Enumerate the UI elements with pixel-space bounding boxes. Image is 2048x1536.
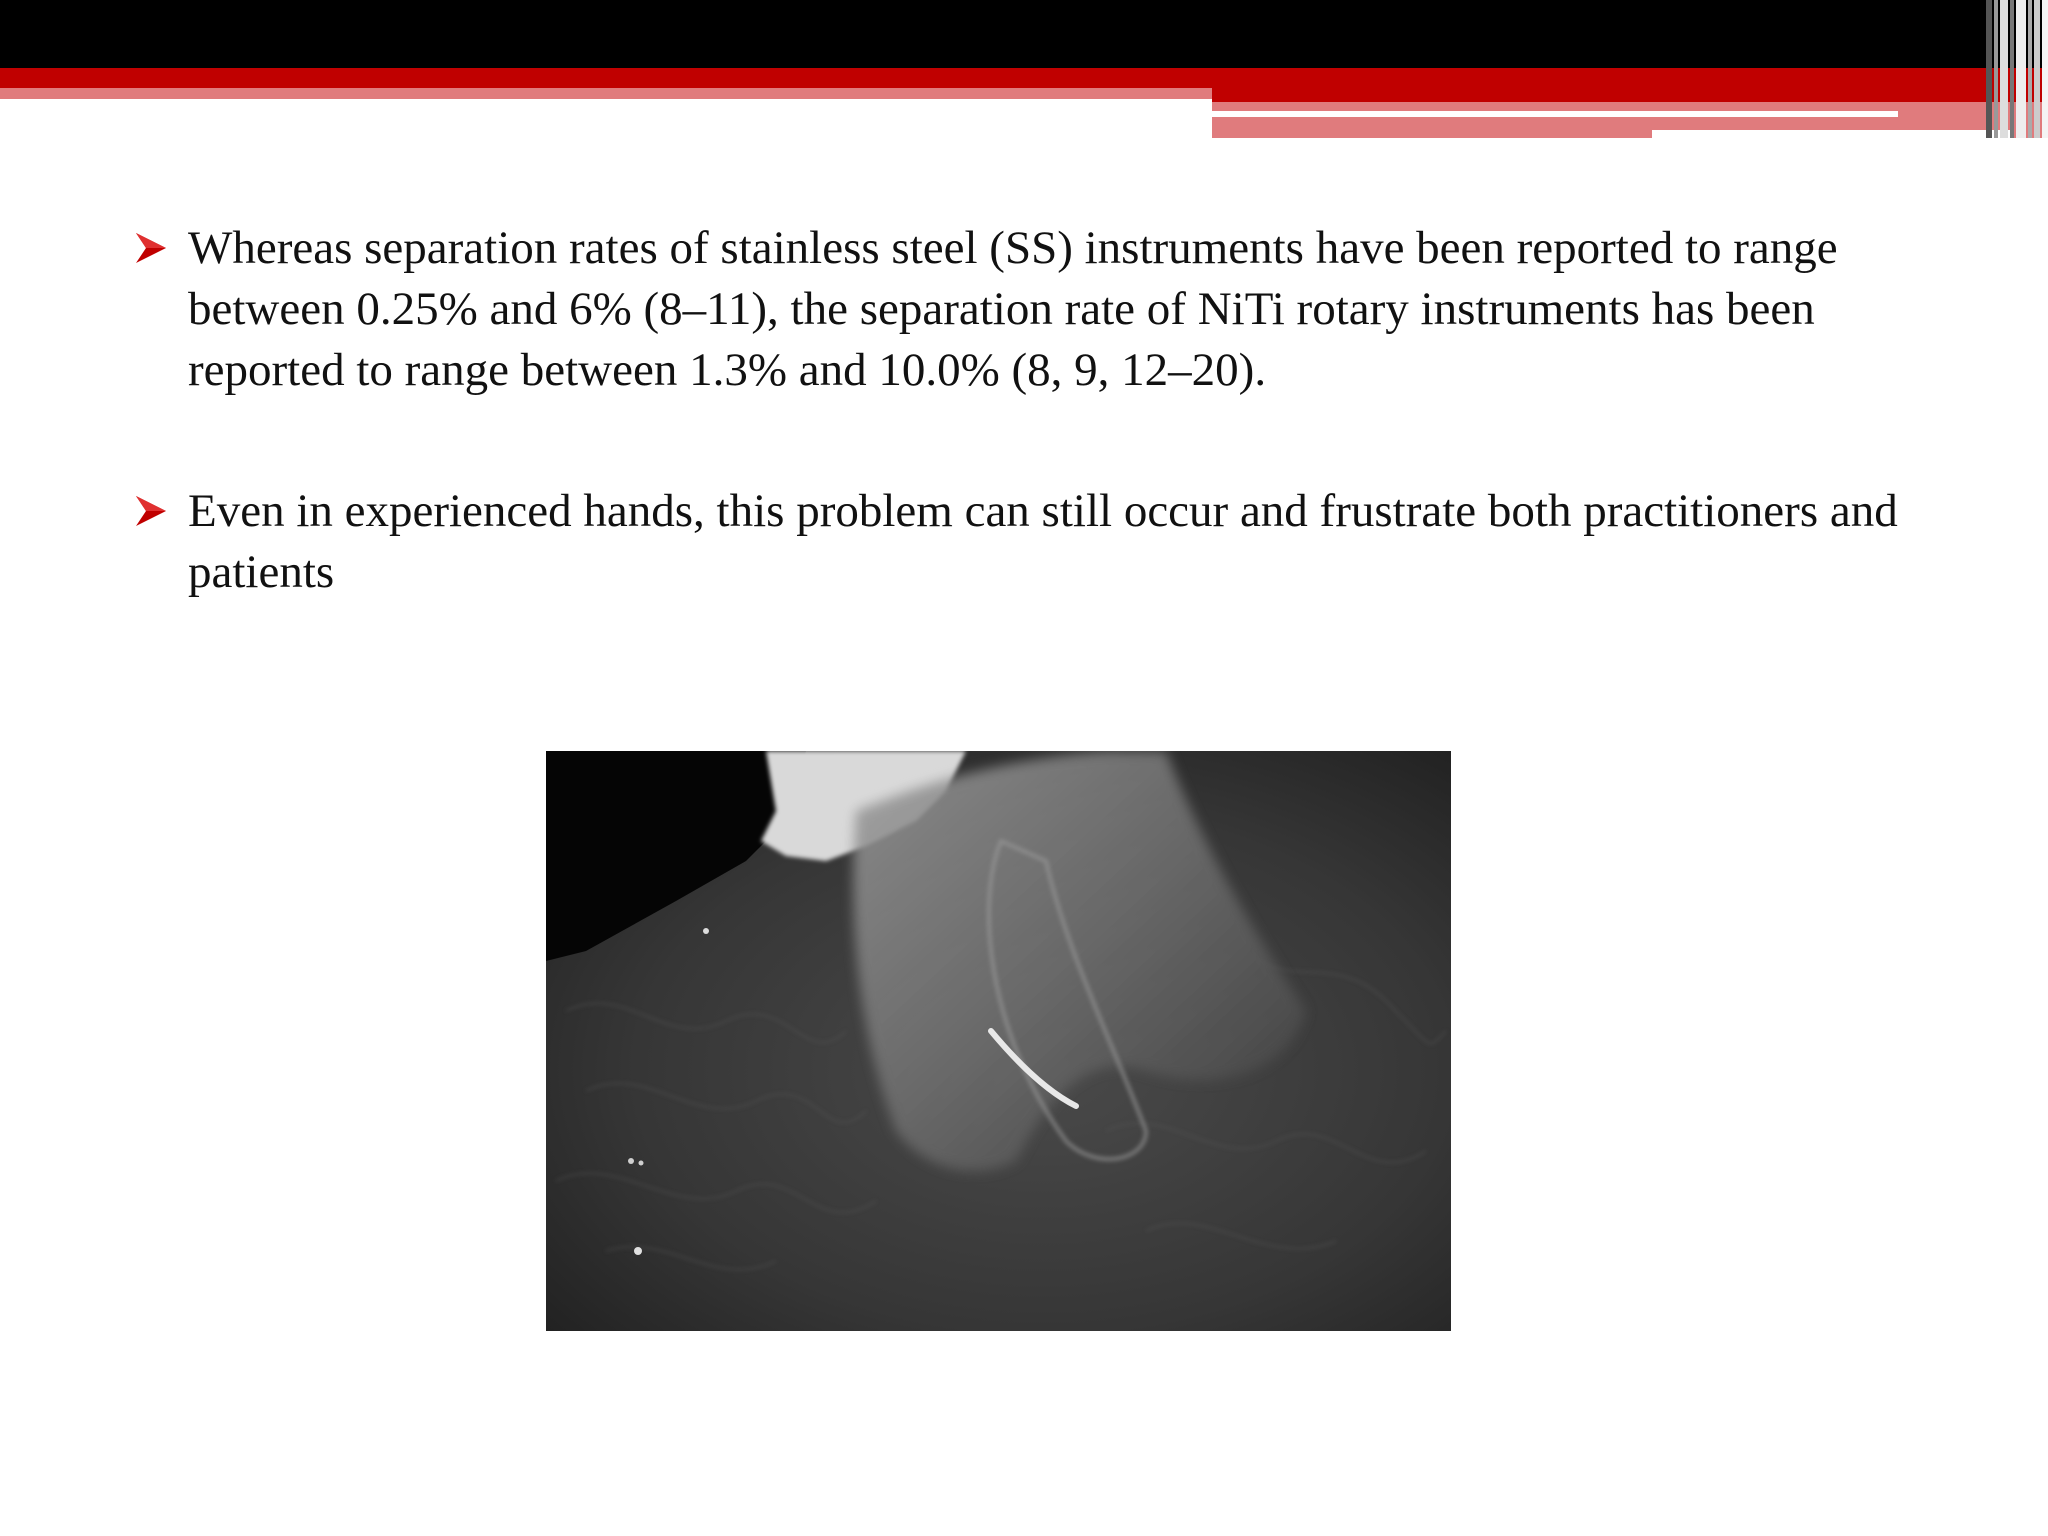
slide-header-decoration xyxy=(0,0,2048,140)
slide-body xyxy=(130,218,1930,683)
arrowhead-bullet-icon xyxy=(134,494,168,528)
arrowhead-bullet-icon xyxy=(134,231,168,265)
header-red-band xyxy=(0,68,2048,88)
bullet-text: Even in experienced hands, this problem can still occur and frustrate both practitioners and patients xyxy=(188,485,1898,598)
bullet-item xyxy=(130,218,1930,401)
header-white-line xyxy=(1212,111,1898,117)
header-black-band xyxy=(0,0,2048,68)
header-pink-band-left xyxy=(0,88,1212,99)
header-white-line xyxy=(1652,130,2012,138)
bullet-item xyxy=(130,481,1930,603)
dental-radiograph-image xyxy=(546,751,1451,1331)
header-vertical-stripes xyxy=(1986,0,2048,138)
header-red-band-right xyxy=(1212,88,2048,102)
bullet-text: Whereas separation rates of stainless steel (SS) instruments have been reported to range between 0.25% and 6% (8–11), the separation rate of NiTi rotary instruments has been reported to range between 1.3% and 10.0% (8, 9, 12–20). xyxy=(188,222,1838,396)
